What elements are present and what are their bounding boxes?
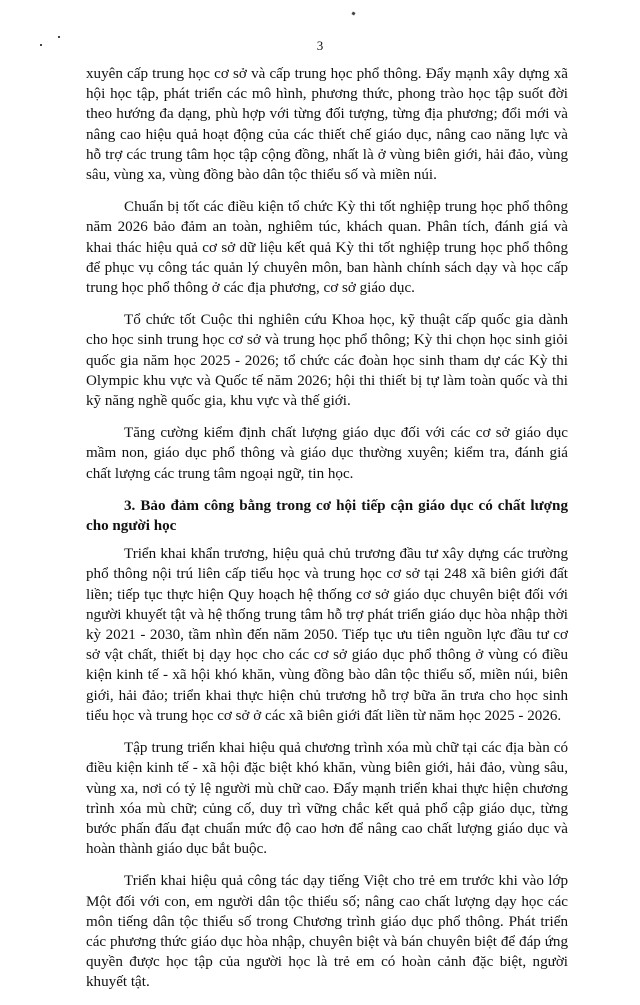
paragraph-literacy-program: Tập trung triển khai hiệu quả chương trình xóa mù chữ tại các địa bàn có điều kiện kinh tế - xã hội đặc biệt khó khăn, vùng biên giới, hải đảo, vùng sâu, vùng xa, nơi có tỷ lệ người mù chữ cao. Đẩy mạnh triển khai thực hiện chương trình xóa mù chữ; củng cố, duy trì vững chắc kết quả phổ cập giáo dục, từng bước phấn đấu đạt chuẩn mức độ cao hơn để nâng cao chất lượng giáo dục và hoàn thành giáo dục bắt buộc. <box>86 740 568 858</box>
paragraph-continuation: xuyên cấp trung học cơ sở và cấp trung học phổ thông. Đẩy mạnh xây dựng xã hội học tập, phát triển các mô hình, phương thức, phong trào học tập suốt đời theo hướng đa dạng, phù hợp với từng đối tượng, từng địa phương; đổi mới và nâng cao hiệu quả hoạt động của các thiết chế giáo dục, nâng cao năng lực và hỗ trợ các trung tâm học tập cộng đồng, nhất là ở vùng biên giới, hải đảo, vùng sâu, vùng xa, vùng đồng bào dân tộc thiểu số và miền núi. <box>86 66 568 184</box>
paragraph-science-competitions: Tổ chức tốt Cuộc thi nghiên cứu Khoa học, kỹ thuật cấp quốc gia dành cho học sinh trung học cơ sở và trung học phổ thông; Kỳ thi chọn học sinh giỏi quốc gia năm học 2025 - 2026; tổ chức các đoàn học sinh tham dự các Kỳ thi Olympic khu vực và Quốc tế năm 2026; hội thi thiết bị tự làm toàn quốc và thi kỹ năng nghề quốc gia, khu vực và thế giới. <box>86 312 568 410</box>
paragraph-vietnamese-teaching: Triển khai hiệu quả công tác dạy tiếng Việt cho trẻ em trước khi vào lớp Một đối với con, em người dân tộc thiểu số; nâng cao chất lượng dạy học các môn tiếng dân tộc thiểu số trong Chương trình giáo dục phổ thông. Phát triển các phương thức giáo dục hòa nhập, chuyên biệt và bán chuyên biệt để đáp ứng quyền được học tập của người học là trẻ em có hoàn cảnh đặc biệt, người khuyết tật. <box>86 873 568 991</box>
paragraph-boarding-schools: Triển khai khẩn trương, hiệu quả chủ trương đầu tư xây dựng các trường phổ thông nội trú liên cấp tiểu học và trung học cơ sở tại 248 xã biên giới đất liền; tiếp tục thực hiện Quy hoạch hệ thống cơ sở giáo dục chuyên biệt đối với người khuyết tật và hệ thống trung tâm hỗ trợ phát triển giáo dục hòa nhập thời kỳ 2021 - 2030, tầm nhìn đến năm 2050. Tiếp tục ưu tiên nguồn lực đầu tư cơ sở vật chất, thiết bị dạy học cho các cơ sở giáo dục phổ thông ở vùng có điều kiện kinh tế - xã hội khó khăn, vùng đồng bào dân tộc thiểu số, miền núi, biên giới, hải đảo; triển khai thực hiện chủ trương hỗ trợ bữa ăn trưa cho học sinh tiểu học và trung học cơ sở ở các xã biên giới đất liền từ năm học 2025 - 2026. <box>86 546 568 724</box>
scan-speck-top <box>351 11 355 15</box>
page-number: 3 <box>316 38 324 53</box>
paragraph-exam-preparation: Chuẩn bị tốt các điều kiện tổ chức Kỳ thi tốt nghiệp trung học phổ thông năm 2026 bảo đảm an toàn, nghiêm túc, khách quan. Phân tích, đánh giá và khai thác hiệu quả cơ sở dữ liệu kết quả Kỳ thi tốt nghiệp trung học phổ thông để phục vụ công tác quản lý chuyên môn, ban hành chính sách dạy và học cấp trung học phổ thông ở các địa phương, cơ sở giáo dục. <box>86 199 568 297</box>
document-body <box>86 64 568 1005</box>
section-heading-equity: 3. Bảo đảm công bằng trong cơ hội tiếp cận giáo dục có chất lượng cho người học <box>86 497 568 535</box>
paragraph-quality-accreditation: Tăng cường kiểm định chất lượng giáo dục đối với các cơ sở giáo dục mầm non, giáo dục phổ thông và giáo dục thường xuyên; kiểm tra, đánh giá chất lượng các trung tâm ngoại ngữ, tin học. <box>86 425 568 482</box>
